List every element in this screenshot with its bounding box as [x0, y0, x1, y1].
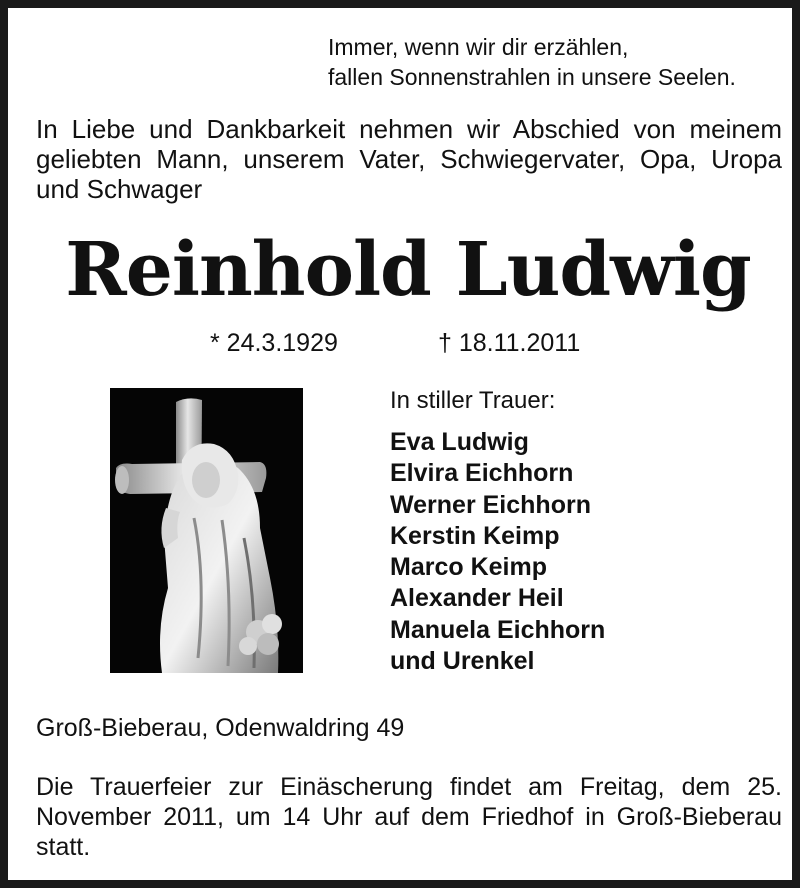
epigraph: [328, 32, 736, 92]
funeral-service-text: Die Trauerfeier zur Einäscherung findet am Freitag, dem 25. November 2011, um 14 Uhr auf dem Friedhof in Groß-Bieberau statt.: [36, 773, 782, 861]
mourner-name: Werner Eichhorn: [390, 490, 591, 519]
mourner-name: Elvira Eichhorn: [390, 459, 574, 488]
mourning-label: In stiller Trauer:: [390, 387, 556, 414]
family-address: Groß-Bieberau, Odenwaldring 49: [36, 714, 405, 742]
death-date: † 18.11.2011: [438, 329, 581, 357]
deceased-name: Reinhold Ludwig: [65, 227, 751, 313]
mourner-name: Manuela Eichhorn: [390, 615, 606, 644]
mourner-name: Alexander Heil: [390, 584, 564, 613]
mourner-name: und Urenkel: [390, 647, 535, 676]
mourner-name: Kerstin Keimp: [390, 521, 560, 550]
memorial-photo: [110, 388, 303, 673]
statue-with-cross-image: [110, 388, 303, 673]
birth-date: * 24.3.1929: [210, 329, 338, 357]
mourner-name: Marco Keimp: [390, 553, 547, 582]
mourner-list: [390, 427, 605, 677]
mourner-name: Eva Ludwig: [390, 428, 529, 456]
intro-text: In Liebe und Dankbarkeit nehmen wir Abschied von meinem geliebten Mann, unserem Vater, Schwiegervater, Opa, Uropa und Schwager: [36, 114, 782, 204]
epigraph-line-2: fallen Sonnenstrahlen in unsere Seelen.: [328, 64, 736, 90]
epigraph-line-1: Immer, wenn wir dir erzählen,: [328, 34, 629, 60]
